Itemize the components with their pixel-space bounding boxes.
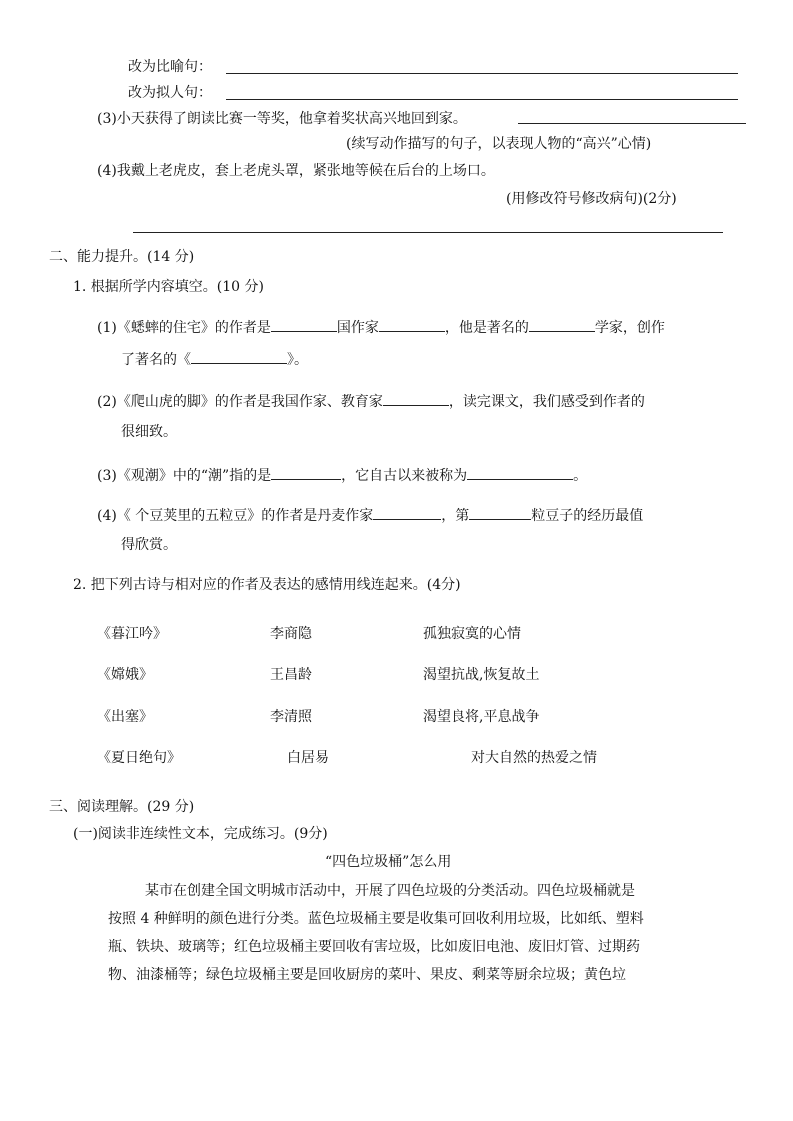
- q1-1-line2: [121, 349, 308, 369]
- q1-4-part-c: 粒豆子的经历最值: [531, 508, 644, 524]
- q4-text: (4)我戴上老虎皮，套上老虎头罩，紧张地等候在后台的上场口。: [97, 163, 495, 179]
- q3-text: (3)小天获得了朗读比赛一等奖，他拿着奖状高兴地回到家。: [97, 111, 467, 127]
- q2-title: 2. 把下列古诗与相对应的作者及表达的感情用线连起来。(4分): [73, 577, 461, 593]
- q1-4-part-a: (4)《 个豆荚里的五粒豆》的作者是丹麦作家: [97, 508, 374, 524]
- q1-2-blank-1[interactable]: [383, 391, 449, 406]
- q1-1-line1: [97, 317, 665, 337]
- emotion-3[interactable]: 渴望良将,平息战争: [423, 709, 540, 725]
- q1-4-line1: [97, 505, 643, 525]
- section2-heading: 二、能力提升。(14 分): [49, 249, 195, 265]
- emotion-4[interactable]: 对大自然的热爱之情: [471, 750, 597, 766]
- personify-answer-line[interactable]: [226, 99, 738, 100]
- q1-3-blank-1[interactable]: [271, 465, 341, 480]
- simile-label: 改为比喻句：: [128, 59, 212, 75]
- q1-1-part-c: ，他是著名的: [444, 320, 529, 336]
- q3-answer-line[interactable]: [518, 123, 746, 124]
- q1-3-part-b: ，它自古以来被称为: [341, 468, 468, 484]
- q3-note: (续写动作描写的句子，以表现人物的“高兴”心情): [346, 136, 652, 152]
- q1-1-part-a: (1)《蟋蟀的住宅》的作者是: [97, 320, 271, 336]
- q1-2-line2: 很细致。: [121, 424, 177, 440]
- passage-title: “四色垃圾桶”怎么用: [325, 854, 452, 870]
- q1-3-part-c: 。: [573, 468, 588, 484]
- q1-2-part-b: ，读完课文，我们感受到作者的: [448, 394, 645, 410]
- q1-4-part-b: ，第: [441, 508, 470, 524]
- reading-part1-title: (一)阅读非连续性文本，完成练习。(9分): [73, 826, 328, 842]
- author-4[interactable]: 白居易: [287, 750, 329, 766]
- q1-title: 1. 根据所学内容填空。(10 分): [73, 279, 264, 295]
- poem-3[interactable]: 《出塞》: [97, 709, 153, 725]
- author-1[interactable]: 李商隐: [270, 626, 312, 642]
- q1-4-blank-1[interactable]: [373, 505, 441, 520]
- q1-1-blank-3[interactable]: [529, 317, 595, 332]
- q1-1-part-e: 了著名的《: [121, 352, 191, 368]
- passage-line-4: 物、油漆桶等；绿色垃圾桶主要是回收厨房的菜叶、果皮、剩菜等厨余垃圾；黄色垃: [108, 967, 626, 983]
- q1-3-part-a: (3)《观潮》中的“潮”指的是: [97, 468, 272, 484]
- q1-1-part-f: 》。: [287, 352, 308, 368]
- q1-1-part-b: 国作家: [336, 320, 379, 336]
- q1-2-part-a: (2)《爬山虎的脚》的作者是我国作家、教育家: [97, 394, 383, 410]
- poem-4[interactable]: 《夏日绝句》: [97, 750, 181, 766]
- q1-1-blank-1[interactable]: [271, 317, 337, 332]
- q1-3-blank-2[interactable]: [467, 465, 573, 480]
- simile-answer-line[interactable]: [226, 73, 738, 74]
- section3-heading: 三、阅读理解。(29 分): [49, 799, 195, 815]
- q4-answer-line[interactable]: [133, 232, 723, 233]
- poem-2[interactable]: 《嫦娥》: [97, 667, 153, 683]
- q1-3-line: [97, 465, 587, 485]
- passage-line-1: 某市在创建全国文明城市活动中，开展了四色垃圾的分类活动。四色垃圾桶就是: [145, 883, 635, 899]
- passage-line-2: 按照 4 种鲜明的颜色进行分类。蓝色垃圾桶主要是收集可回收利用垃圾，比如纸、塑料: [108, 911, 644, 927]
- passage-line-3: 瓶、铁块、玻璃等；红色垃圾桶主要回收有害垃圾，比如废旧电池、废旧灯管、过期药: [108, 939, 640, 955]
- author-2[interactable]: 王昌龄: [270, 667, 312, 683]
- poem-1[interactable]: 《暮江吟》: [97, 626, 167, 642]
- q1-2-line1: [97, 391, 645, 411]
- q4-note: (用修改符号修改病句)(2分): [506, 191, 677, 207]
- q1-1-blank-4[interactable]: [191, 349, 287, 364]
- emotion-2[interactable]: 渴望抗战,恢复故土: [423, 667, 540, 683]
- q1-1-blank-2[interactable]: [379, 317, 445, 332]
- q1-4-line2: 得欣赏。: [121, 537, 177, 553]
- emotion-1[interactable]: 孤独寂寞的心情: [423, 626, 521, 642]
- personify-label: 改为拟人句：: [128, 85, 212, 101]
- author-3[interactable]: 李清照: [270, 709, 312, 725]
- q1-1-part-d: 学家，创作: [594, 320, 665, 336]
- q1-4-blank-2[interactable]: [469, 505, 531, 520]
